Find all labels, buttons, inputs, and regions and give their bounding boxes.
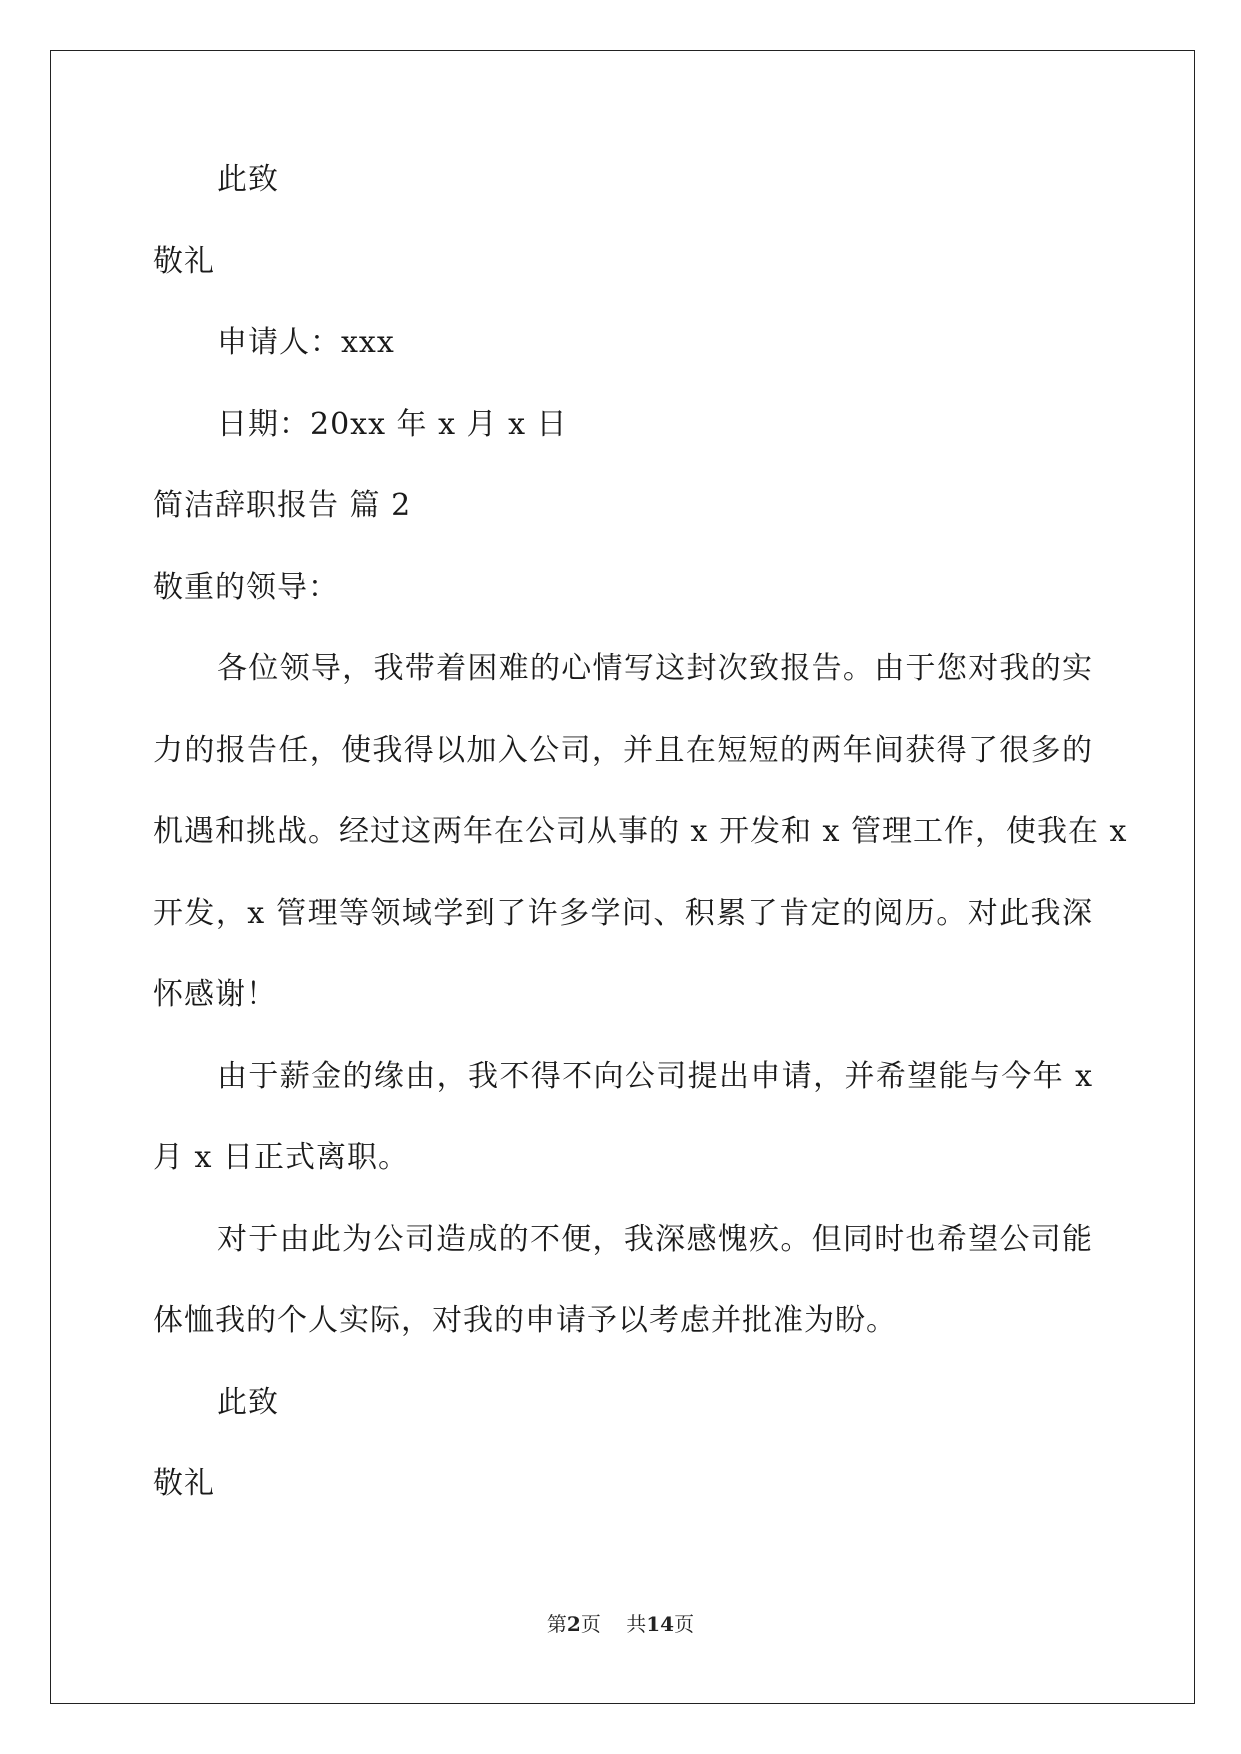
paragraph-line: 怀感谢！: [153, 977, 277, 1013]
paragraph-line: 由于薪金的缘由，我不得不向公司提出申请，并希望能与今年 x: [217, 1058, 1093, 1094]
closing-line: 此致: [217, 162, 279, 197]
paragraph-line: 开发，x 管理等领域学到了许多学问、积累了肯定的阅历。对此我深: [153, 895, 1093, 931]
current-page-number: 2: [566, 1612, 581, 1636]
document-body: [153, 160, 1128, 1546]
closing-line: 此致: [217, 1384, 279, 1420]
date-line: 日期：20xx 年 x 月 x 日: [217, 406, 568, 442]
paragraph-line: 体恤我的个人实际，对我的申请予以考虑并批准为盼。: [153, 1303, 897, 1339]
footer-prefix: 第: [546, 1612, 567, 1636]
greeting-line: 敬重的领导：: [153, 569, 339, 605]
page-footer: [0, 1612, 1241, 1636]
salutation-line: 敬礼: [153, 243, 215, 279]
paragraph-reason: [153, 1036, 1093, 1199]
salutation-line: 敬礼: [153, 1466, 215, 1501]
applicant-line: 申请人：xxx: [217, 325, 395, 360]
paragraph-line: 力的报告任，使我得以加入公司，并且在短短的两年间获得了很多的: [153, 732, 1093, 768]
paragraph-line: 机遇和挑战。经过这两年在公司从事的 x 开发和 x 管理工作，使我在 x: [153, 814, 1128, 850]
paragraph-line: 对于由此为公司造成的不便，我深感愧疚。但同时也希望公司能: [217, 1221, 1093, 1257]
paragraph-apology: [153, 1199, 1093, 1362]
total-pages-number: 14: [646, 1612, 675, 1636]
paragraph-line: 各位领导，我带着困难的心情写这封次致报告。由于您对我的实: [217, 651, 1093, 687]
footer-suffix: 页: [674, 1612, 695, 1636]
paragraph-gratitude: [153, 628, 1128, 1036]
footer-mid: 页 共: [580, 1612, 647, 1636]
section-title: 简洁辞职报告 篇 2: [153, 488, 412, 523]
paragraph-line: 月 x 日正式离职。: [153, 1140, 409, 1176]
